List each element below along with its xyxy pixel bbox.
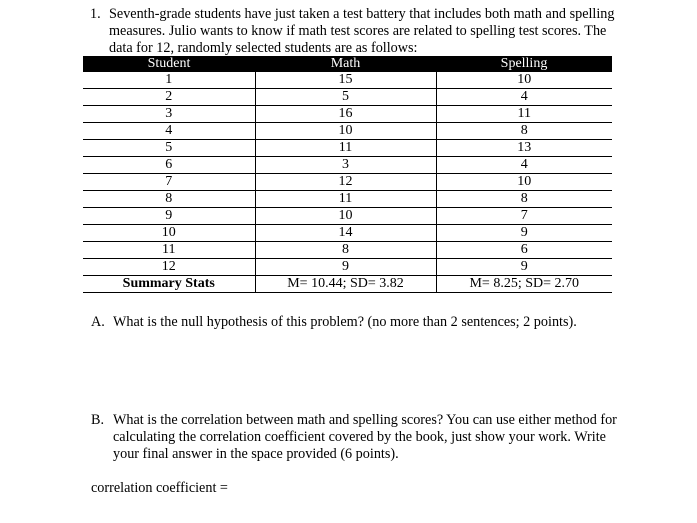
question-line: data for 12, randomly selected students are as follows: xyxy=(109,40,418,56)
part-b-line: your final answer in the space provided (6 points). xyxy=(113,446,399,462)
cell-spelling: 11 xyxy=(436,106,612,123)
table-row xyxy=(83,72,612,89)
cell-spelling: 4 xyxy=(436,157,612,174)
cell-spelling: 10 xyxy=(436,174,612,191)
question-number: 1. xyxy=(90,6,101,22)
cell-math: 5 xyxy=(255,89,436,106)
table-row xyxy=(83,106,612,123)
cell-spelling: 7 xyxy=(436,208,612,225)
cell-math: 10 xyxy=(255,123,436,140)
cell-student: 7 xyxy=(83,174,255,191)
part-b-line: What is the correlation between math and spelling scores? You can use either method for xyxy=(113,412,617,428)
table-header-row xyxy=(83,56,612,72)
scores-table xyxy=(83,56,612,293)
cell-spelling: 9 xyxy=(436,259,612,276)
cell-math: 14 xyxy=(255,225,436,242)
cell-student: 1 xyxy=(83,72,255,89)
summary-label: Summary Stats xyxy=(83,276,255,293)
header-spelling: Spelling xyxy=(436,56,612,72)
part-a-line: What is the null hypothesis of this problem? (no more than 2 sentences; 2 points). xyxy=(113,314,577,330)
cell-math: 16 xyxy=(255,106,436,123)
cell-student: 8 xyxy=(83,191,255,208)
table-row xyxy=(83,140,612,157)
part-b-text xyxy=(113,412,617,463)
cell-spelling: 6 xyxy=(436,242,612,259)
question-line: measures. Julio wants to know if math test scores are related to spelling test scores. The xyxy=(109,23,607,39)
cell-spelling: 10 xyxy=(436,72,612,89)
header-math: Math xyxy=(255,56,436,72)
cell-math: 15 xyxy=(255,72,436,89)
cell-student: 9 xyxy=(83,208,255,225)
summary-spelling: M= 8.25; SD= 2.70 xyxy=(436,276,612,293)
part-a-letter: A. xyxy=(91,314,105,330)
table-row xyxy=(83,225,612,242)
cell-math: 11 xyxy=(255,191,436,208)
part-a-text xyxy=(113,314,577,331)
cell-spelling: 4 xyxy=(436,89,612,106)
cell-spelling: 9 xyxy=(436,225,612,242)
summary-row xyxy=(83,276,612,293)
correlation-coefficient-label: correlation coefficient = xyxy=(91,480,228,496)
table-row xyxy=(83,208,612,225)
question-line: Seventh-grade students have just taken a test battery that includes both math and spelling xyxy=(109,6,615,22)
table-row xyxy=(83,89,612,106)
cell-student: 12 xyxy=(83,259,255,276)
cell-student: 11 xyxy=(83,242,255,259)
header-student: Student xyxy=(83,56,255,72)
cell-spelling: 8 xyxy=(436,123,612,140)
cell-math: 3 xyxy=(255,157,436,174)
table-row xyxy=(83,191,612,208)
cell-math: 10 xyxy=(255,208,436,225)
table-row xyxy=(83,157,612,174)
cell-math: 12 xyxy=(255,174,436,191)
cell-student: 6 xyxy=(83,157,255,174)
table-row xyxy=(83,242,612,259)
table-row xyxy=(83,174,612,191)
table-row xyxy=(83,123,612,140)
cell-student: 2 xyxy=(83,89,255,106)
cell-student: 10 xyxy=(83,225,255,242)
cell-math: 8 xyxy=(255,242,436,259)
part-b-letter: B. xyxy=(91,412,105,428)
part-b-line: calculating the correlation coefficient covered by the book, just show your work. Write xyxy=(113,429,606,445)
cell-student: 3 xyxy=(83,106,255,123)
cell-student: 5 xyxy=(83,140,255,157)
table-row xyxy=(83,259,612,276)
cell-spelling: 8 xyxy=(436,191,612,208)
summary-math: M= 10.44; SD= 3.82 xyxy=(255,276,436,293)
question-text xyxy=(109,6,669,57)
cell-math: 11 xyxy=(255,140,436,157)
cell-math: 9 xyxy=(255,259,436,276)
cell-spelling: 13 xyxy=(436,140,612,157)
cell-student: 4 xyxy=(83,123,255,140)
